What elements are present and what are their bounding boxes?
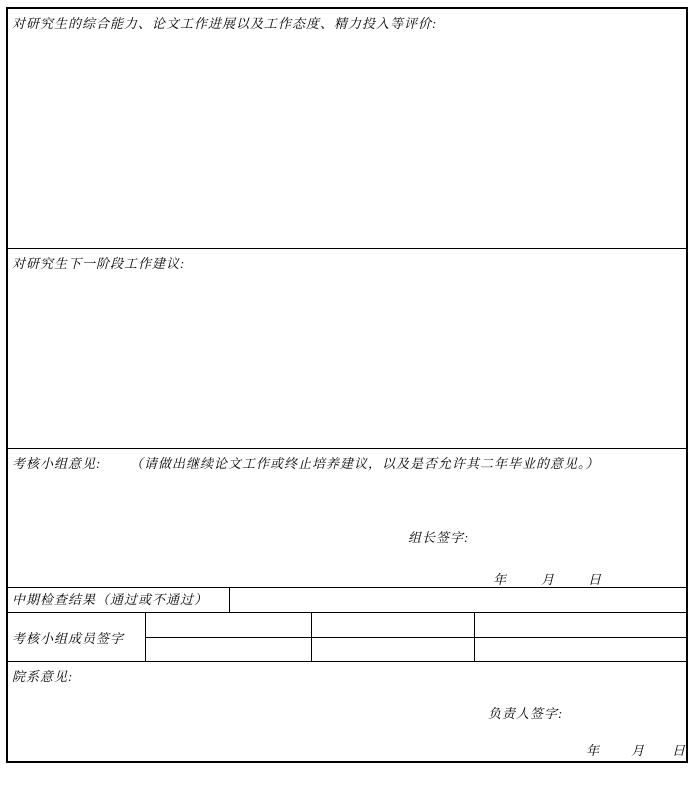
midterm-result-input-cell[interactable]: [230, 588, 686, 612]
department-date-line: [8, 740, 686, 756]
signature-cell[interactable]: [312, 638, 475, 661]
form-table: [6, 7, 688, 763]
department-date-year-label: 年: [586, 743, 601, 758]
member-signatures-label: 考核小组成员签字: [8, 613, 146, 661]
signature-cell[interactable]: [146, 638, 312, 661]
signature-cell[interactable]: [475, 638, 686, 661]
evaluation-input-area[interactable]: [8, 31, 686, 248]
committee-date-year-label: 年: [493, 572, 508, 587]
signature-grid-row: [146, 638, 686, 661]
committee-opinion-label: 考核小组意见:: [12, 456, 102, 471]
row-member-signatures: [8, 613, 686, 662]
midterm-result-label: 中期检查结果（通过或不通过）: [8, 588, 230, 612]
section-next-stage: [8, 249, 686, 449]
section-department-opinion: [8, 662, 686, 761]
committee-date-month-label: 月: [541, 572, 556, 587]
committee-date-line: [8, 569, 686, 585]
section-evaluation: [8, 9, 686, 249]
next-stage-label: 对研究生下一阶段工作建议:: [12, 256, 186, 271]
section-committee-opinion: [8, 449, 686, 588]
evaluation-label: 对研究生的综合能力、论文工作进展以及工作态度、精力投入等评价:: [12, 16, 438, 31]
signature-grid-row: [146, 613, 686, 638]
signature-cell[interactable]: [146, 613, 312, 637]
member-signatures-grid: [146, 613, 686, 661]
department-date-day-label: 日: [672, 743, 687, 758]
department-opinion-input-area[interactable]: [8, 684, 686, 701]
department-opinion-label: 院系意见:: [12, 669, 74, 684]
committee-date-day-label: 日: [588, 572, 603, 587]
next-stage-input-area[interactable]: [8, 271, 686, 448]
committee-opinion-note: （请做出继续论文工作或终止培养建议，以及是否允许其二年毕业的意见。）: [130, 456, 600, 471]
committee-opinion-input-area[interactable]: [8, 471, 686, 523]
head-signature-label: 负责人签字:: [488, 706, 564, 721]
leader-signature-label: 组长签字:: [408, 530, 470, 545]
department-date-month-label: 月: [631, 743, 646, 758]
signature-cell[interactable]: [475, 613, 686, 637]
row-midterm-result: [8, 588, 686, 613]
signature-cell[interactable]: [312, 613, 475, 637]
